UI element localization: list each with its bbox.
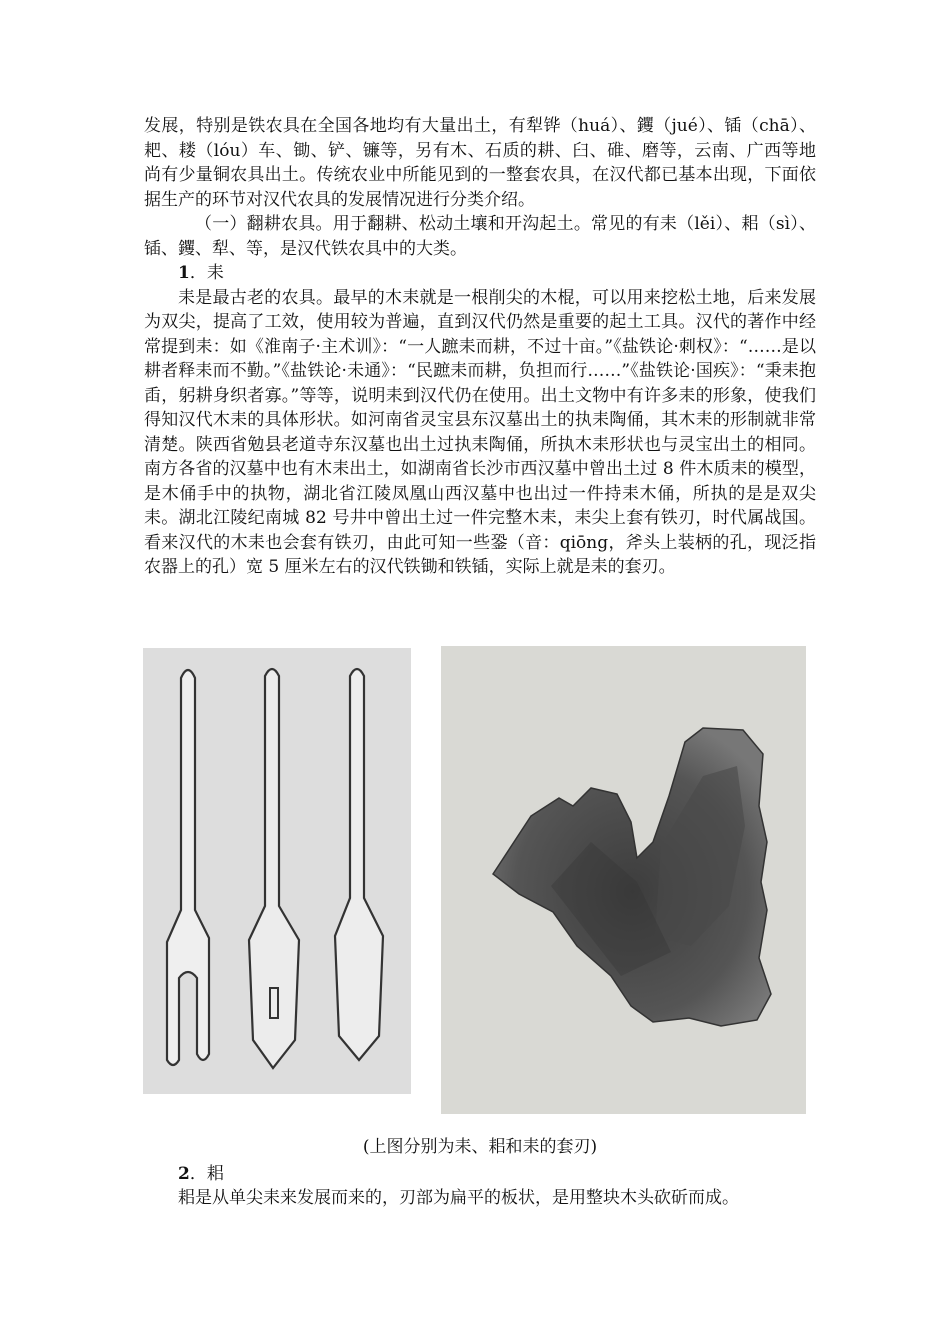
heading-number: 1 xyxy=(178,263,190,283)
paragraph-lei: 耒是最古老的农具。最早的木耒就是一根削尖的木棍，可以用来挖松土地，后来发展为双尖，提高了工效，使用较为普遍，直到汉代仍然是重要的起土工具。汉代的著作中经常提到耒：如《淮南子·主术训》：“一人蹠耒而耕，不过十亩。”《盐铁论·刺权》：“……是以耕者释耒而不勤。”《盐铁论·未通》：“民蹠耒而耕，负担而行……”《盐铁论·国疾》：“秉耒抱臿，躬耕身织者寡。”等等，说明耒到汉代仍在使用。出土文物中有许多耒的形象，使我们得知汉代木耒的具体形状。如河南省灵宝县东汉墓出土的执耒陶俑，其木耒的形制就非常清楚。陕西省勉县老道寺东汉墓也出土过执耒陶俑，所执木耒形状也与灵宝出土的相同。南方各省的汉墓中也有木耒出土，如湖南省长沙市西汉墓中曾出土过 8 件木质耒的模型，是木俑手中的执物，湖北省江陵凤凰山西汉墓中也出过一件持耒木俑，所执的是是双尖耒。湖北江陵纪南城 82 号井中曾出土过一件完整木耒，耒尖上套有铁刃，时代属战国。看来汉代的木耒也会套有铁刃，由此可知一些銎（音：qiōng，斧头上装柄的孔，现泛指农器上的孔）宽 5 厘米左右的汉代铁锄和铁锸，实际上就是耒的套刃。 xyxy=(144,287,816,577)
section-heading-si xyxy=(178,1162,224,1186)
figure-lei-si-drawings xyxy=(143,648,411,1094)
figure-iron-blade-photo xyxy=(441,646,806,1114)
heading-number: 2 xyxy=(178,1164,190,1184)
heading-title: ．耒 xyxy=(189,263,224,283)
paragraph-si: 耜是从单尖耒来发展而来的，刃部为扁平的板状，是用整块木头砍斫而成。 xyxy=(178,1188,739,1208)
paragraph-tillage: （一）翻耕农具。用于翻耕、松动土壤和开沟起土。常见的有耒（lěi）、耜（sì）、锸、钁、犁、等，是汉代铁农具中的大类。 xyxy=(144,214,816,259)
section-heading-lei xyxy=(144,261,816,286)
figure-caption: (上图分别为耒、耜和耒的套刃) xyxy=(362,1137,598,1157)
tool-drawings-svg xyxy=(143,648,411,1094)
heading-title: ．耜 xyxy=(189,1164,224,1184)
paragraph-intro: 发展，特别是铁农具在全国各地均有大量出土，有犁铧（huá）、钁（jué）、锸（chā）、耙、耧（lóu）车、锄、铲、镰等，另有木、石质的耕、臼、碓、磨等，云南、广西等地尚有少量铜农具出土。传统农业中所能见到的一整套农具，在汉代都已基本出现，下面依据生产的环节对汉代农具的发展情况进行分类介绍。 xyxy=(144,116,816,210)
body-text xyxy=(144,114,816,580)
iron-blade-svg xyxy=(441,646,806,1114)
